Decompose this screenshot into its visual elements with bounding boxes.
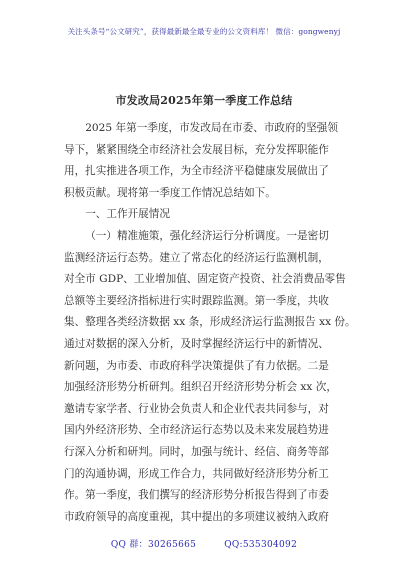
body-line: 邀请专家学者、行业协会负责人和企业代表共同参与，对 — [64, 402, 329, 415]
body-line: 导下，紧紧围绕全市经济社会发展目标，充分发挥职能作 — [64, 143, 329, 156]
body-line: 加强经济形势分析研判。组织召开经济形势分析会 xx 次， — [64, 381, 337, 394]
body-line: 作。第一季度，我们撰写的经济形势分析报告得到了市委 — [64, 489, 329, 502]
body-line: 通过对数据的深入分析，及时掌握经济运行中的新情况、 — [64, 337, 329, 350]
body-line: 总额等主要经济指标进行实时跟踪监测。第一季度，共收 — [64, 294, 329, 307]
body-line: 监测经济运行态势。建立了常态化的经济运行监测机制， — [64, 251, 329, 264]
body-line: 行深入分析和研判。同时，加强与统计、经信、商务等部 — [64, 445, 329, 458]
body-line: 市政府领导的高度重视，其中提出的多项建议被纳入政府 — [64, 510, 329, 523]
footer-contact — [0, 537, 408, 550]
footer-qq-number: QQ:535304092 — [224, 540, 298, 550]
body-line: 积极贡献。现将第一季度工作情况总结如下。 — [64, 186, 276, 199]
body-line: 集、整理各类经济数据 xx 条，形成经济运行监测报告 xx 份。 — [64, 316, 356, 329]
body-line: 门的沟通协调，形成工作合力，共同做好经济形势分析工 — [64, 467, 329, 480]
body-line: 对全市 GDP、工业增加值、固定资产投资、社会消费品零售 — [64, 273, 346, 286]
body-line: 国内外经济形势、全市经济运行态势以及未来发展趋势进 — [64, 424, 329, 437]
header-banner: 关注头条号“公文研究”，获得最新最全最专业的公文资料库！ 微信：gongwenyj — [67, 27, 341, 36]
body-line: 新问题，为市委、市政府科学决策提供了有力依据。二是 — [64, 359, 329, 372]
footer-qq-group: QQ 群：30265665 — [110, 540, 197, 550]
section-heading: 一、工作开展情况 — [85, 208, 170, 221]
body-line: （一）精准施策，强化经济运行分析调度。一是密切 — [85, 229, 329, 242]
document-title: 市发改局2025年第一季度工作总结 — [115, 94, 293, 107]
body-line: 2025 年第一季度，市发改局在市委、市政府的坚强领 — [85, 122, 338, 134]
body-line: 用，扎实推进各项工作，为全市经济平稳健康发展做出了 — [64, 165, 329, 178]
document-body — [64, 118, 358, 528]
